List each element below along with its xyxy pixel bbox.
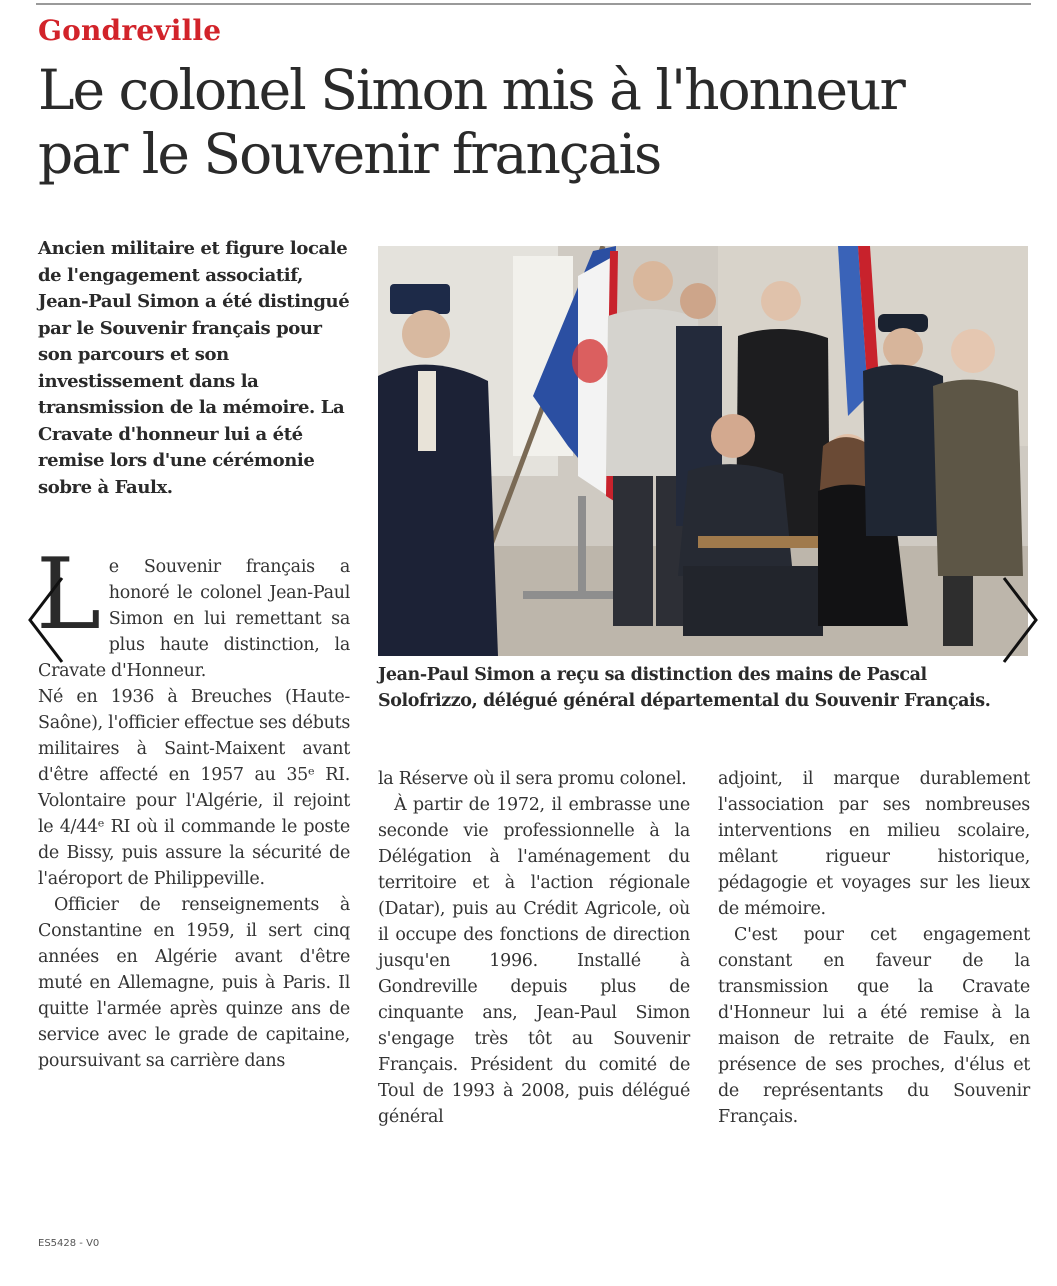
body-column-1: [36, 538, 350, 1074]
body-paragraph: Né en 1936 à Breuches (Haute-Saône), l'officier effectue ses débuts militaires à Saint-Maixent avant d'être affecté en 1957 au 35ᵉ RI. Volontaire pour l'Algérie, il rejoint le 4/44ᵉ RI où il commande le poste de Bissy, puis assure la sécurité de l'aéroport de Philippeville.: [38, 687, 350, 889]
body-paragraph: la Réserve où il sera promu colonel.: [378, 769, 687, 789]
body-column-3: [718, 766, 1030, 1130]
dropcap: L: [36, 538, 101, 652]
next-page-button[interactable]: [998, 570, 1042, 670]
chevron-left-icon: [24, 570, 68, 670]
lede-paragraph: Ancien militaire et figure locale de l'engagement associatif, Jean-Paul Simon a été distingué par le Souvenir français pour son parcours et son investissement dans la transmission de la mémoire. La Cravate d'honneur lui a été remise lors d'une cérémonie sobre à Faulx.: [38, 238, 350, 498]
top-rule: [36, 3, 1031, 5]
section-kicker: Gondreville: [38, 14, 222, 47]
body-paragraph: adjoint, il marque durablement l'association par ses nombreuses interventions en milieu scolaire, mêlant rigueur historique, pédagogie et voyages sur les lieux de mémoire.: [718, 769, 1030, 919]
page-code: ES5428 - V0: [38, 1238, 100, 1249]
chevron-right-icon: [998, 570, 1042, 670]
body-text: e Souvenir français a honoré le colonel Jean-Paul Simon en lui remettant sa plus haute distinction, la Cravate d'Honneur.: [38, 557, 350, 681]
body-paragraph: [36, 538, 350, 684]
headline: Le colonel Simon mis à l'honneur par le Souvenir français: [38, 58, 904, 186]
body-paragraph: C'est pour cet engagement constant en faveur de la transmission que la Cravate d'Honneur lui a été remise à la maison de retraite de Faulx, en présence de ses proches, d'élus et de représentants du Souvenir Français.: [718, 925, 1030, 1127]
previous-page-button[interactable]: [24, 570, 68, 670]
body-paragraph: À partir de 1972, il embrasse une seconde vie professionnelle à la Délégation à l'aménagement du territoire et à l'action régionale (Datar), puis au Crédit Agricole, où il occupe des fonctions de direction jusqu'en 1996. Installé à Gondreville depuis plus de cinquante ans, Jean-Paul Simon s'engage très tôt au Souvenir Français. Président du comité de Toul de 1993 à 2008, puis délégué général: [378, 795, 690, 1127]
photo-caption: Jean-Paul Simon a reçu sa distinction des mains de Pascal Solofrizzo, délégué général départemental du Souvenir Français.: [378, 665, 991, 711]
body-column-2: [378, 766, 690, 1130]
body-paragraph: Officier de renseignements à Constantine en 1959, il sert cinq années en Algérie avant d'être muté en Allemagne, puis à Paris. Il quitte l'armée après quinze ans de service avec le grade de capitaine, poursuivant sa carrière dans: [38, 895, 350, 1071]
article-photo: [378, 246, 1028, 656]
